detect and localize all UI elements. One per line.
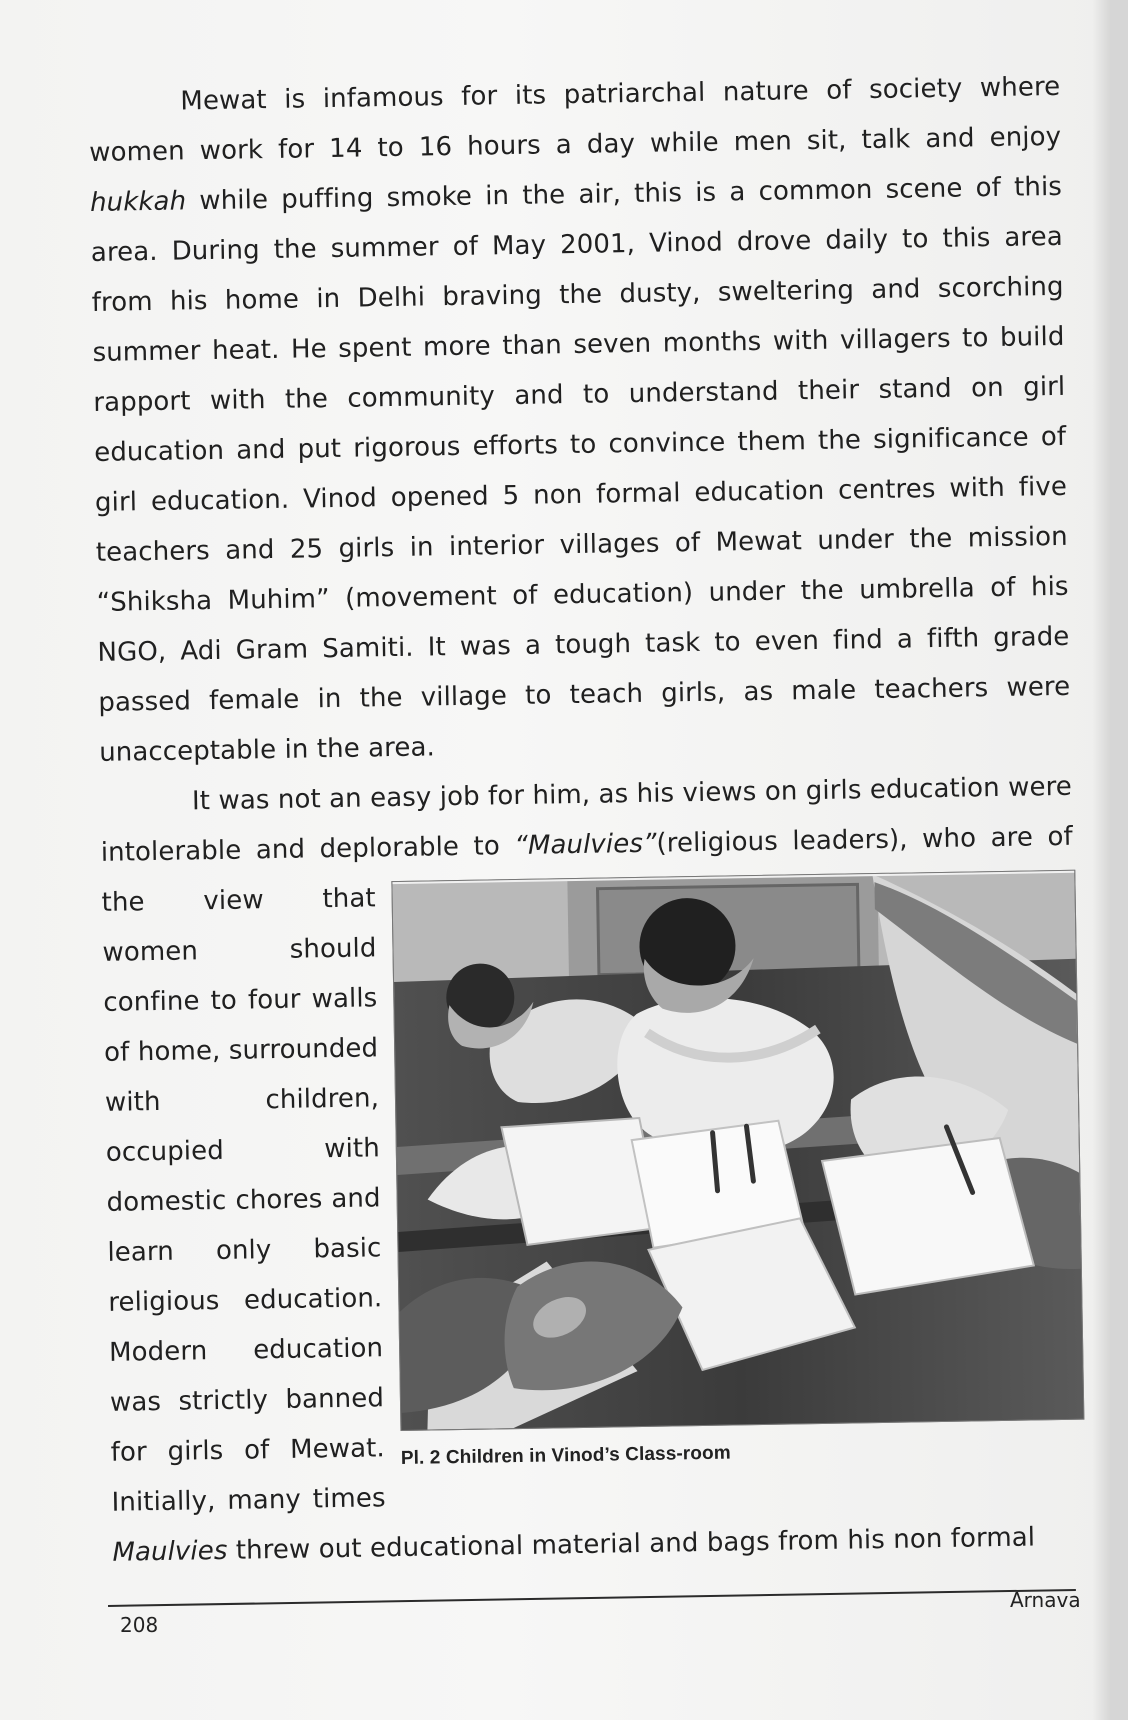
- paragraph-2-middle: (religious leaders), who are of the view that women should confine to four walls of home, surrounded with children, occupied with domestic chores and learn only basic religious education. Modern education was strictly banned for girls of Mewat. Initially, many times: [101, 821, 1073, 1518]
- paragraph-1-suffix: while puffing smoke in the air, this is a common scene of this area. During the summer of May 2001, Vinod drove daily to this area from his home in Delhi braving the dusty, sweltering and scorching summer heat. He spent more than seven months with villagers to build rapport with the community and to understand their stand on girl education and put rigorous efforts to convince them the significance of girl education. Vinod opened 5 non formal education centres with five teachers and 25 girls in interior villages of Mewat under the mission “Shiksha Muhim” (movement of education) under the umbrella of his NGO, Adi Gram Samiti. It was a tough task to even find a fifth grade passed female in the village to teach girls, as male teachers were unacceptable in the area.: [90, 171, 1071, 768]
- classroom-figure: [391, 870, 1083, 1481]
- body-text: [88, 62, 1085, 1578]
- maulvies-term-repeat: Maulvies: [112, 1535, 228, 1568]
- page-number: 208: [120, 1613, 159, 1637]
- footer-rule: [108, 1589, 1076, 1607]
- maulvies-term: “Maulvies”: [514, 828, 657, 862]
- paragraph-1: [88, 62, 1071, 778]
- figure-caption: Pl. 2 Children in Vinod’s Class-room: [400, 1442, 731, 1469]
- paragraph-2-lead: It was not an easy job for him, as his views on girls education were intolerable and deplorable to: [100, 771, 1073, 868]
- classroom-photo: [391, 870, 1084, 1431]
- paragraph-1-prefix: Mewat is infamous for its patriarchal nature of society where women work for 14 to 16 hours a day while men sit, talk and enjoy: [88, 71, 1062, 168]
- paragraph-2: [100, 762, 1085, 1578]
- paragraph-2-tail: threw out educational material and bags from his non formal: [227, 1522, 1036, 1566]
- hukkah-term: hukkah: [89, 186, 187, 218]
- running-title: Arnava: [1010, 1588, 1081, 1612]
